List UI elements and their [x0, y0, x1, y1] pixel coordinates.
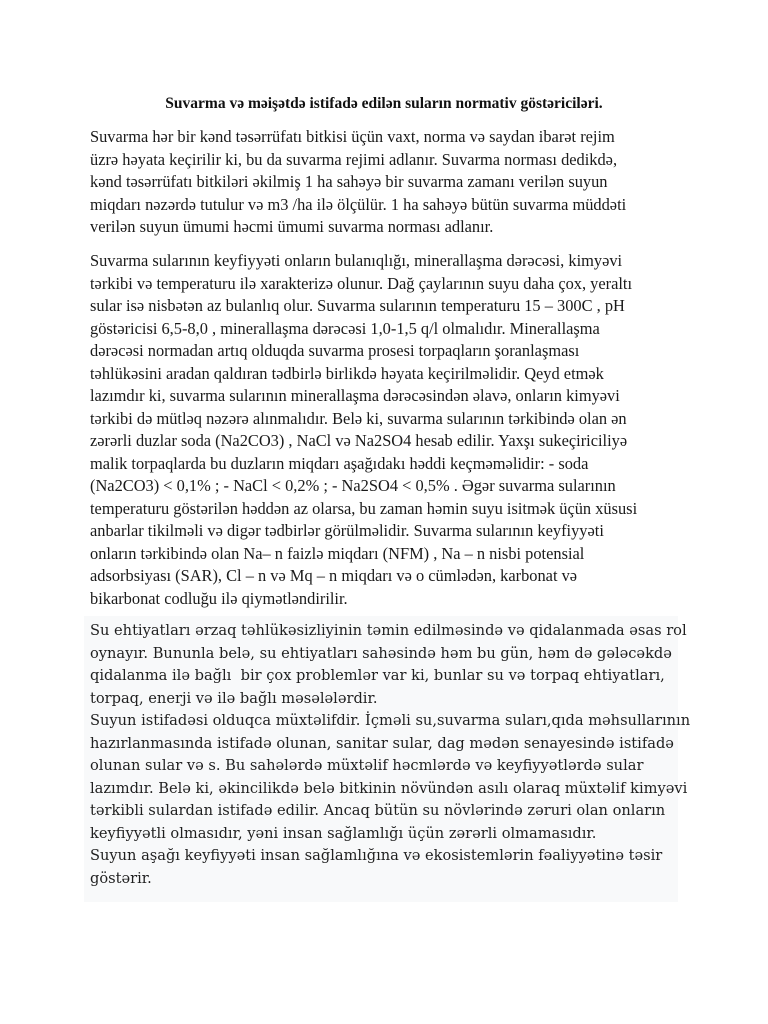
- paragraph-water-quality: [90, 250, 690, 610]
- paragraph-water-resources: [90, 620, 691, 890]
- shaded-text-block: [84, 616, 691, 902]
- paragraph-line: oynayır. Bununla belə, su ehtiyatları sahəsində həm bu gün, həm də gələcəkdə: [90, 644, 672, 662]
- paragraph-line: Suyun istifadəsi olduqca müxtəlifdir. İçməli su,suvarma suları,qıda məhsullarının: [90, 712, 691, 729]
- paragraph-line: (Na2CO3) < 0,1% ; - NaCl < 0,2% ; - Na2SO4 < 0,5% . Əgər suvarma sularının: [90, 476, 616, 495]
- paragraph-line: onların tərkibində olan Na– n faizlə miqdarı (NFM) , Na – n nisbi potensial: [90, 543, 585, 563]
- paragraph-line: göstərir.: [90, 869, 152, 887]
- paragraph-line: üzrə həyata keçirilir ki, bu da suvarma rejimi adlanır. Suvarma norması dedikdə,: [90, 149, 618, 169]
- paragraph-line: lazımdır ki, suvarma sularının minerallaşma dərəcəsindən əlavə, onların kimyəvi: [90, 386, 620, 405]
- paragraph-line: göstəricisi 6,5-8,0 , minerallaşma dərəcəsi 1,0-1,5 q/l olmalıdır. Minerallaşma: [90, 318, 600, 338]
- paragraph-line: Suyun aşağı keyfiyyəti insan sağlamlığına və ekosistemlərin fəaliyyətinə təsir: [90, 847, 663, 864]
- paragraph-line: dərəcəsi normadan artıq olduqda suvarma prosesi torpaqların şoranlaşması: [90, 341, 580, 360]
- paragraph-irrigation-regime: [90, 126, 690, 239]
- paragraph-line: qidalanma ilə bağlı bir çox problemlər var ki, bunlar su və torpaq ehtiyatları,: [90, 667, 665, 684]
- paragraph-line: anbarlar tikilməli və digər tədbirlər görülməlidir. Suvarma sularının keyfiyyəti: [90, 521, 604, 540]
- paragraph-line: tərkibli sulardan istifadə edilir. Ancaq bütün su növlərində zəruri olan onların: [90, 802, 666, 819]
- paragraph-line: sular isə nisbətən az bulanlıq olur. Suvarma sularının temperaturu 15 – 300C , pH: [90, 296, 625, 315]
- paragraph-line: malik torpaqlarda bu duzların miqdarı aşağıdakı həddi keçməməlidir: - soda: [90, 453, 589, 473]
- paragraph-line: Suvarma sularının keyfiyyəti onların bulanıqlığı, minerallaşma dərəcəsi, kimyəvi: [90, 251, 623, 270]
- paragraph-line: tərkibi və temperaturu ilə xarakterizə olunur. Dağ çaylarının suyu daha çox, yeraltı: [90, 273, 633, 293]
- paragraph-line: kənd təsərrüfatı bitkiləri əkilmiş 1 ha sahəyə bir suvarma zamanı verilən suyun: [90, 172, 608, 191]
- paragraph-line: miqdarı nəzərdə tutulur və m3 /ha ilə ölçülür. 1 ha sahəyə bütün suvarma müddəti: [90, 194, 627, 214]
- paragraph-line: verilən suyun ümumi həcmi ümumi suvarma norması adlanır.: [90, 217, 494, 236]
- paragraph-line: bikarbonat codluğu ilə qiymətləndirilir.: [90, 588, 348, 608]
- paragraph-line: adsorbsiyası (SAR), Cl – n və Mq – n miqdarı və o cümlədən, karbonat və: [90, 566, 578, 585]
- paragraph-line: tərkibi də mütləq nəzərə alınmalıdır. Belə ki, suvarma sularının tərkibində olan ən: [90, 408, 627, 428]
- paragraph-line: zərərli duzlar soda (Na2CO3) , NaCl və Na2SO4 hesab edilir. Yaxşı sukeçiriciliyə: [90, 431, 628, 450]
- paragraph-line: temperaturu göstərilən həddən az olarsa, bu zaman həmin suyu isitmək üçün xüsusi: [90, 498, 638, 518]
- document-title: Suvarma və məişətdə istifadə edilən suların normativ göstəriciləri.: [165, 95, 603, 112]
- paragraph-line: olunan sular və s. Bu sahələrdə müxtəlif həcmlərdə və keyfiyyətlərdə sular: [90, 757, 644, 774]
- paragraph-line: torpaq, enerji və ilə bağlı məsələlərdir.: [90, 689, 378, 707]
- paragraph-line: təhlükəsini aradan qaldıran tədbirlə birlikdə həyata keçirilməlidir. Qeyd etmək: [90, 363, 604, 383]
- paragraph-line: Su ehtiyatları ərzaq təhlükəsizliyinin təmin edilməsində və qidalanmada əsas rol: [90, 622, 687, 639]
- paragraph-line: lazımdır. Belə ki, əkincilikdə belə bitkinin növündən asılı olaraq müxtəlif kimyəvi: [90, 779, 688, 797]
- paragraph-line: Suvarma hər bir kənd təsərrüfatı bitkisi üçün vaxt, norma və saydan ibarət rejim: [90, 127, 615, 146]
- paragraph-line: hazırlanmasında istifadə olunan, sanitar sular, dag mədən senayesində istifadə: [90, 734, 674, 752]
- paragraph-line: keyfiyyətli olmasıdır, yəni insan sağlamlığı üçün zərərli olmamasıdır.: [90, 824, 597, 842]
